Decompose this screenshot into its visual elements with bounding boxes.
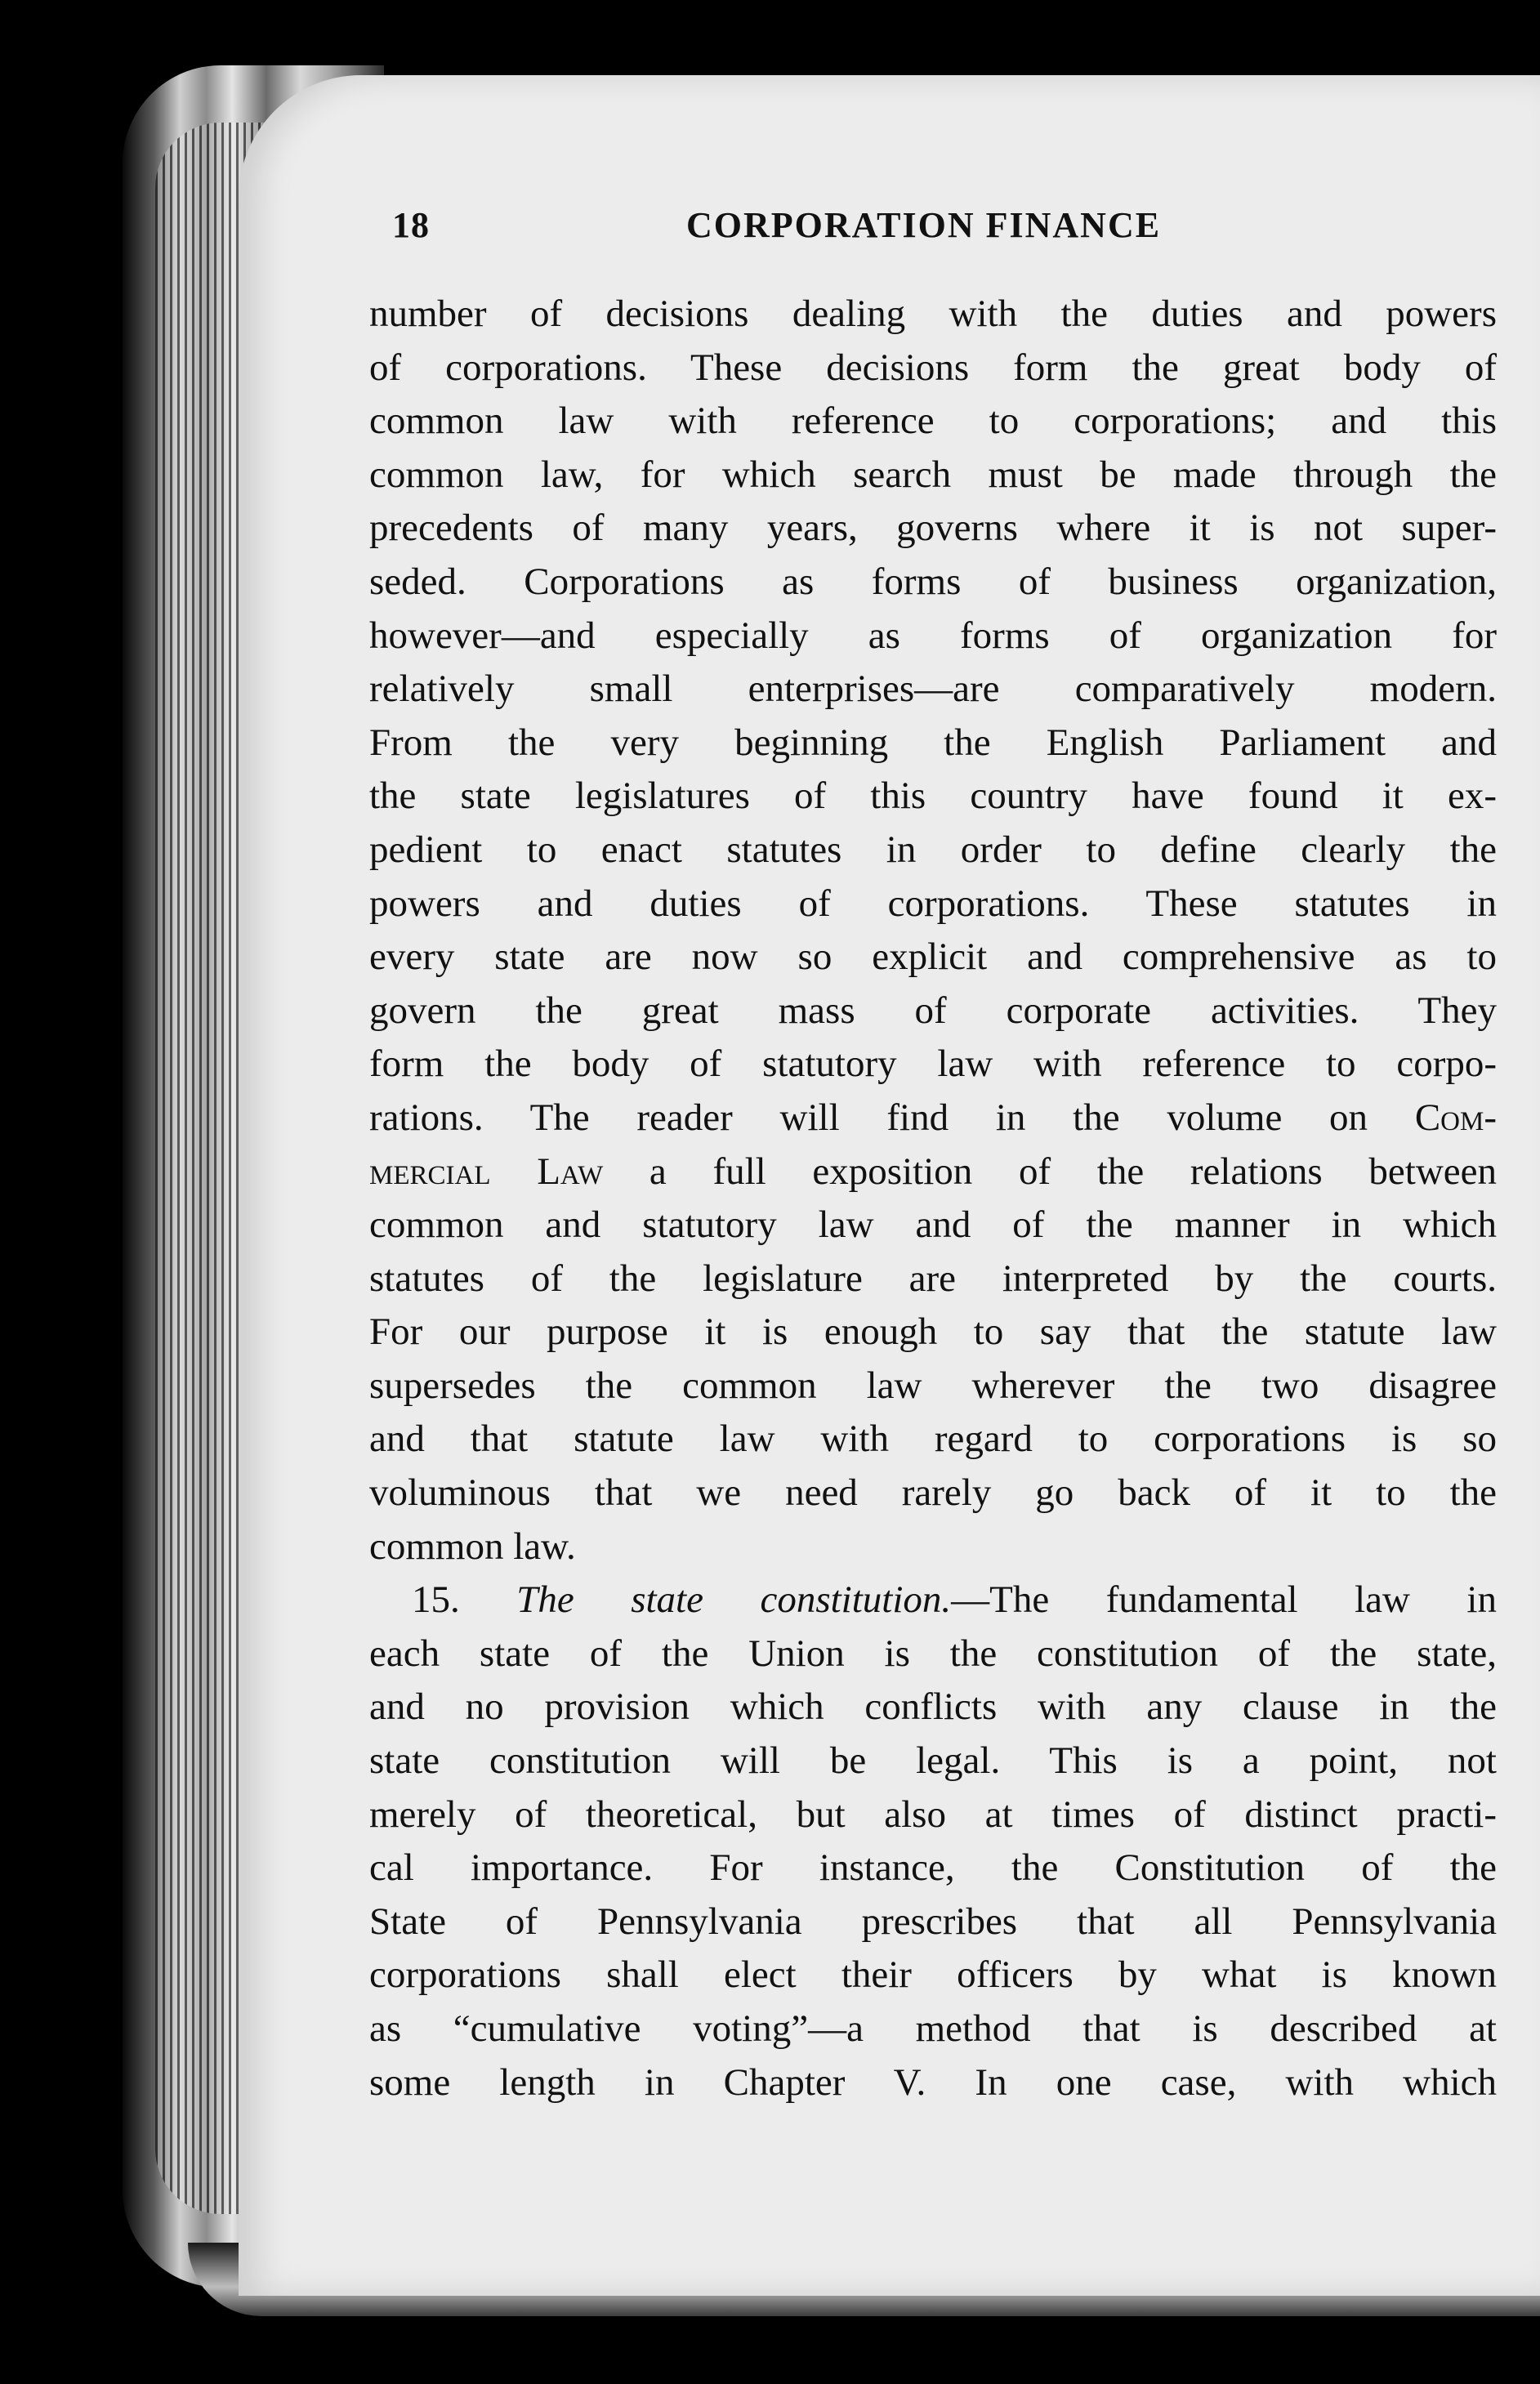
- text-line: corporations shall elect their officers by what is known: [369, 1953, 1497, 1997]
- text-segment: —The fundamental law in: [951, 1578, 1497, 1622]
- text-line: common law, for which search must be made through the: [369, 453, 1497, 496]
- text-line: as “cumulative voting”—a method that is described at: [369, 2007, 1497, 2050]
- page-number: 18: [392, 205, 430, 245]
- text-line: common and statutory law and of the manner in which: [369, 1203, 1497, 1247]
- text-segment: rations. The reader will find in the volume on: [369, 1096, 1415, 1139]
- text-line: voluminous that we need rarely go back of it to the: [369, 1471, 1497, 1515]
- text-line: the state legislatures of this country have found it ex-: [369, 775, 1497, 818]
- text-line: precedents of many years, governs where it is not super-: [369, 507, 1497, 550]
- text-line: pedient to enact statutes in order to define clearly the: [369, 828, 1497, 871]
- text-line: of corporations. These decisions form the great body of: [369, 346, 1497, 389]
- text-line: and that statute law with regard to corporations is so: [369, 1417, 1497, 1461]
- text-line: common law.: [369, 1525, 576, 1568]
- text-line: and no provision which conflicts with any clause in the: [369, 1685, 1497, 1729]
- text-line: however—and especially as forms of organization for: [369, 614, 1497, 657]
- text-line: [369, 1145, 1497, 1199]
- section-title: The state constitution.: [516, 1578, 952, 1622]
- text-line: supersedes the common law wherever the two disagree: [369, 1364, 1497, 1407]
- text-line: seded. Corporations as forms of business organization,: [369, 560, 1497, 603]
- text-line: cal importance. For instance, the Constitution of the: [369, 1846, 1497, 1890]
- page-header: [392, 204, 1225, 261]
- text-line: merely of theoretical, but also at times of distinct practi-: [369, 1792, 1497, 1836]
- text-line: common law with reference to corporations; and this: [369, 400, 1497, 443]
- running-head: CORPORATION FINANCE: [686, 205, 1162, 245]
- smallcaps-text: Com-: [1414, 1096, 1497, 1139]
- section-number: 15.: [412, 1578, 460, 1622]
- text-line: From the very beginning the English Parliament and: [369, 721, 1497, 764]
- text-line: relatively small enterprises—are comparatively modern.: [369, 667, 1497, 711]
- text-line: form the body of statutory law with reference to corpo-: [369, 1042, 1497, 1086]
- text-line: statutes of the legislature are interpreted by the courts.: [369, 1257, 1497, 1300]
- text-line: For our purpose it is enough to say that the statute law: [369, 1310, 1497, 1354]
- text-line: number of decisions dealing with the duties and powers: [369, 292, 1497, 335]
- text-line: govern the great mass of corporate activities. They: [369, 989, 1497, 1032]
- text-line: State of Pennsylvania prescribes that all Pennsylvania: [369, 1900, 1497, 1943]
- section-heading-line: [369, 1574, 1497, 1627]
- text-line: every state are now so explicit and comprehensive as to: [369, 935, 1497, 979]
- text-line: [369, 1092, 1497, 1145]
- text-line: some length in Chapter V. In one case, with which: [369, 2060, 1497, 2104]
- text-line: each state of the Union is the constitution of the state,: [369, 1632, 1497, 1675]
- body-text: [369, 288, 1497, 2109]
- text-segment: a full exposition of the relations between: [603, 1150, 1497, 1193]
- smallcaps-text: mercial Law: [369, 1150, 604, 1193]
- text-line: powers and duties of corporations. These statutes in: [369, 882, 1497, 925]
- text-line: state constitution will be legal. This is a point, not: [369, 1739, 1497, 1783]
